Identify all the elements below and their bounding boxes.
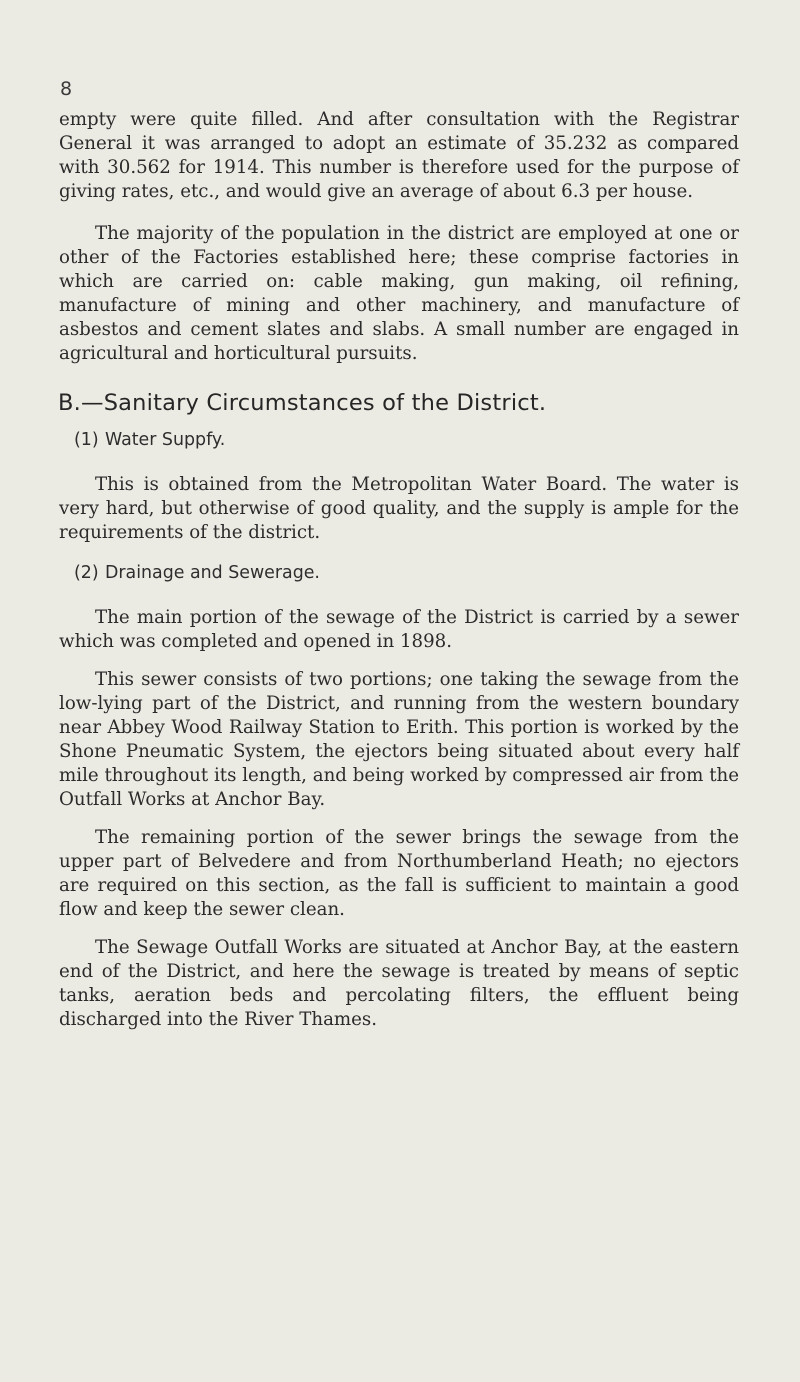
water-supply-number: (1)	[74, 430, 99, 450]
water-supply-paragraph: This is obtained from the Metropolitan Water Board. The water is very hard, but otherwise of good quality, and the supply is ample for the requirements of the district.	[59, 474, 739, 543]
water-supply-title: Water Suppfy.	[105, 430, 226, 450]
intro-paragraph-2: The majority of the population in the district are employed at one or other of the Factories established here; these comprise factories in which are carried on: cable making, gun making, oil refining, manufacture of mining and other machinery, and manufacture of asbestos and cement slates and slabs. A small number are engaged in agricultural and horticultural pursuits.	[59, 223, 739, 364]
drainage-paragraph-2: This sewer consists of two portions; one taking the sewage from the low-lying part of the District, and running from the western boundary near Abbey Wood Railway Station to Erith. This portion is worked by the Shone Pneumatic System, the ejectors being situated about every half mile throughout its length, and being worked by compressed air from the Outfall Works at Anchor Bay.	[59, 669, 739, 810]
drainage-heading	[74, 563, 739, 583]
section-heading: B.—Sanitary Circumstances of the District.	[58, 390, 547, 416]
intro-paragraph-1: empty were quite filled. And after consultation with the Registrar General it was arranged to adopt an estimate of 35.232 as compared with 30.562 for 1914. This number is therefore used for the purpose of giving rates, etc., and would give an average of about 6.3 per house.	[59, 109, 739, 202]
body-text	[59, 108, 739, 1046]
drainage-paragraph-1: The main portion of the sewage of the District is carried by a sewer which was completed and opened in 1898.	[59, 607, 739, 652]
page-number: 8	[60, 78, 73, 100]
drainage-paragraph-3: The remaining portion of the sewer brings the sewage from the upper part of Belvedere and from Northumberland Heath; no ejectors are required on this section, as the fall is sufficient to maintain a good flow and keep the sewer clean.	[59, 827, 739, 920]
water-supply-heading	[74, 430, 739, 450]
drainage-paragraph-4: The Sewage Outfall Works are situated at Anchor Bay, at the eastern end of the District, and here the sewage is treated by means of septic tanks, aeration beds and percolating filters, the effluent being discharged into the River Thames.	[59, 937, 739, 1030]
drainage-title: Drainage and Sewerage.	[105, 563, 320, 583]
drainage-number: (2)	[74, 563, 99, 583]
